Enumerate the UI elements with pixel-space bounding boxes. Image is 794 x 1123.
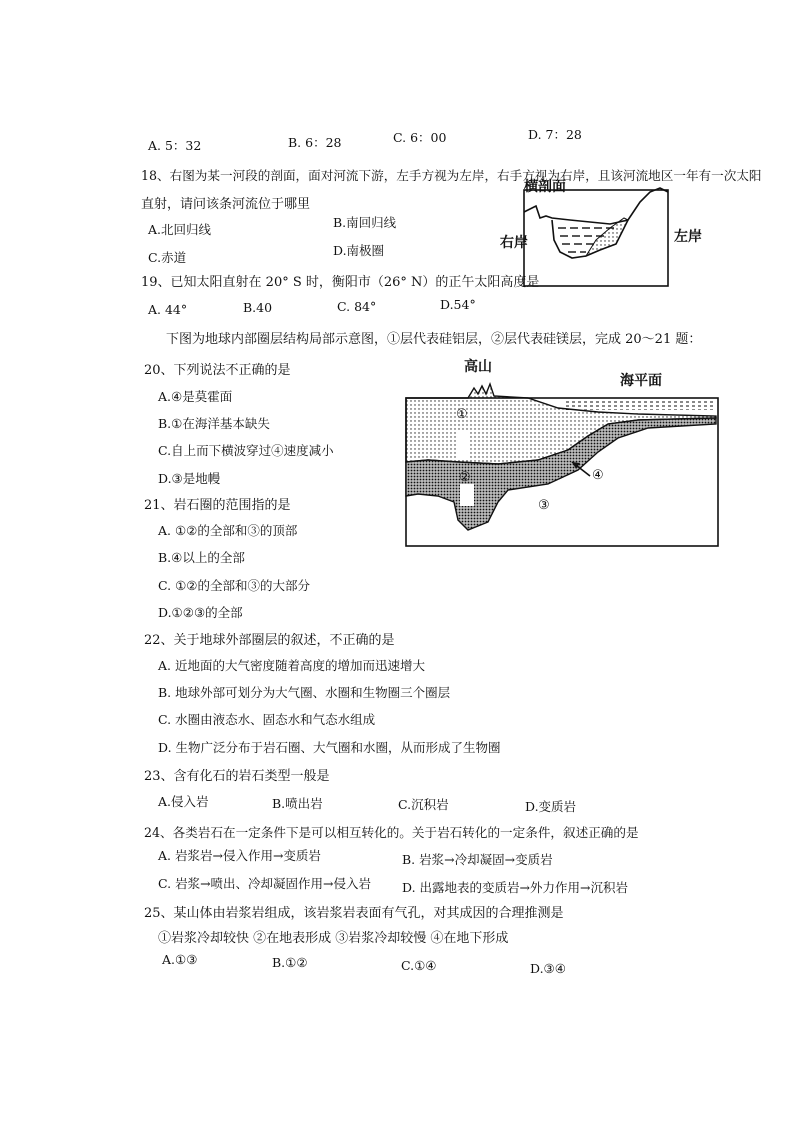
river-figure-title: 横剖面 (524, 179, 566, 195)
q23-option-c: C.沉积岩 (398, 797, 449, 812)
q18-option-a: A.北回归线 (148, 222, 212, 237)
q21-option-c: C. ①②的全部和③的大部分 (158, 578, 310, 593)
q18-option-b: B.南回归线 (333, 215, 397, 230)
q19-option-d: D.54° (440, 297, 476, 312)
q20-stem: 20、下列说法不正确的是 (144, 363, 291, 378)
q19-stem: 19、已知太阳直射在 20° S 时，衡阳市（26° N）的正午太阳高度是 (141, 275, 540, 290)
q23-option-d: D.变质岩 (525, 799, 577, 814)
q25-stem: 25、某山体由岩浆岩组成，该岩浆岩表面有气孔，对其成因的合理推测是 (144, 906, 564, 921)
q24-option-a: A. 岩浆岩→侵入作用→变质岩 (158, 848, 321, 863)
q22-option-a: A. 近地面的大气密度随着高度的增加而迅速增大 (158, 658, 425, 673)
q20-option-c: C.自上而下横波穿过④速度减小 (158, 443, 334, 458)
q17-option-c: C. 6：00 (393, 130, 447, 145)
q24-stem: 24、各类岩石在一定条件下是可以相互转化的。关于岩石转化的一定条件，叙述正确的是 (144, 825, 639, 840)
q18-option-c: C.赤道 (148, 250, 187, 265)
q17-option-a: A. 5：32 (148, 138, 202, 153)
layer-mark-4: ④ (592, 468, 604, 483)
label-sea-level: 海平面 (620, 373, 662, 389)
q21-stem: 21、岩石圈的范围指的是 (144, 498, 291, 513)
q20-option-a: A.④是莫霍面 (158, 389, 233, 404)
q19-option-c: C. 84° (337, 299, 377, 314)
q17-option-b: B. 6：28 (288, 135, 342, 150)
q24-option-b: B. 岩浆→冷却凝固→变质岩 (402, 852, 553, 867)
river-figure-left-bank: 左岸 (674, 229, 702, 245)
q19-option-a: A. 44° (148, 302, 188, 317)
q23-option-b: B.喷出岩 (272, 796, 323, 811)
q22-option-c: C. 水圈由液态水、固态水和气态水组成 (158, 712, 376, 727)
q25-option-d: D.③④ (530, 961, 566, 976)
q25-option-a: A.①③ (162, 952, 198, 967)
q22-option-b: B. 地球外部可划分为大气圈、水圈和生物圈三个圈层 (158, 685, 451, 700)
earth-layers-svg (398, 352, 728, 552)
q18-stem-line2: 直射，请问该条河流位于哪里 (141, 197, 311, 212)
q21-option-d: D.①②③的全部 (158, 605, 243, 620)
label-mountain: 高山 (464, 359, 492, 375)
q25-option-c: C.①④ (401, 958, 437, 973)
q17-option-d: D. 7：28 (528, 127, 582, 142)
q19-option-b: B.40 (243, 300, 273, 315)
q22-stem: 22、关于地球外部圈层的叙述，不正确的是 (144, 633, 395, 648)
q20-option-b: B.①在海洋基本缺失 (158, 416, 270, 431)
q18-stem-line1: 18、右图为某一河段的剖面，面对河流下游，左手方视为左岸，右手方视为右岸，且该河流地区一年有一次太阳 (141, 168, 762, 183)
q25-option-b: B.①② (272, 955, 308, 970)
q23-stem: 23、含有化石的岩石类型一般是 (144, 769, 330, 784)
q21-option-a: A. ①②的全部和③的顶部 (158, 523, 298, 538)
layer-mark-1: ① (456, 407, 468, 422)
q23-option-a: A.侵入岩 (158, 794, 209, 809)
layer-mark-2: ② (459, 470, 471, 485)
earth-layers-figure (398, 352, 728, 552)
q24-option-c: C. 岩浆→喷出、冷却凝固作用→侵入岩 (158, 876, 372, 891)
q18-option-d: D.南极圈 (333, 243, 385, 258)
q20-option-d: D.③是地幔 (158, 471, 221, 486)
layer-mark-3: ③ (538, 498, 550, 513)
intro-20-21: 下图为地球内部圈层结构局部示意图，①层代表硅铝层，②层代表硅镁层，完成 20～21 题： (166, 332, 702, 347)
river-figure-right-bank: 右岸 (500, 235, 528, 251)
q24-option-d: D. 出露地表的变质岩→外力作用→沉积岩 (402, 880, 628, 895)
q25-statements: ①岩浆冷却较快 ②在地表形成 ③岩浆冷却较慢 ④在地下形成 (158, 931, 509, 946)
q21-option-b: B.④以上的全部 (158, 550, 245, 565)
q22-option-d: D. 生物广泛分布于岩石圈、大气圈和水圈，从而形成了生物圈 (158, 740, 501, 755)
